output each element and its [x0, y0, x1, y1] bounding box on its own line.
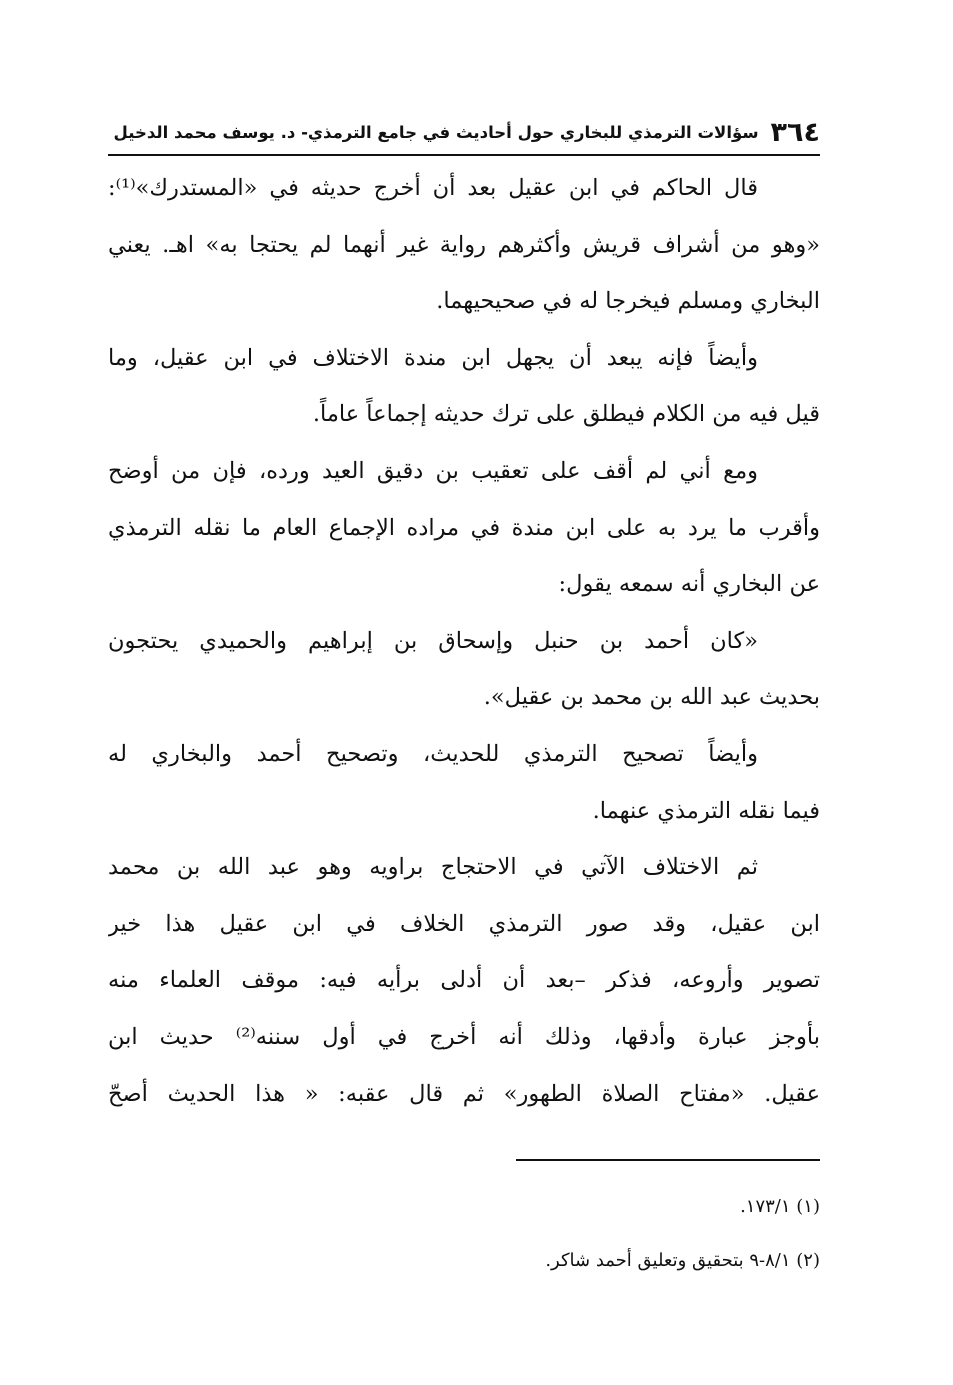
text-line: ثم الاختلاف الآتي في الاحتجاج براويه وهو عبد الله بن محمد	[108, 854, 758, 881]
footnote-2: (٢) ٨/١-٩ بتحقيق وتعليق أحمد شاكر.	[545, 1250, 820, 1271]
text-line: وأيضاً تصحيح الترمذي للحديث، وتصحيح أحمد والبخاري له	[108, 740, 758, 767]
text-line: بأوجز عبارة وأدقها، وذلك أنه أخرج في أول سننه⁽²⁾ حديث ابن	[108, 1023, 820, 1050]
footnote-1: (١) ١٧٣/١.	[740, 1196, 820, 1217]
page-header	[108, 112, 820, 152]
running-title: سؤالات الترمذي للبخاري حول أحاديث في جامع الترمذي- د. يوسف محمد الدخيل	[113, 122, 759, 142]
text-line: وأيضاً فإنه يبعد أن يجهل ابن مندة الاختلاف في ابن عقيل، وما	[108, 344, 758, 371]
text-line: عن البخاري أنه سمعه يقول:	[558, 571, 820, 598]
text-line: البخاري ومسلم فيخرجا له في صحيحيهما.	[436, 288, 820, 315]
header-rule	[108, 154, 820, 156]
page-number: ٣٦٤	[770, 116, 820, 148]
footnote-rule	[516, 1159, 820, 1161]
text-line: قال الحاكم في ابن عقيل بعد أن أخرج حديثه في «المستدرك»⁽¹⁾:	[108, 175, 758, 201]
text-line: «وهو من أشراف قريش وأكثرهم رواية غير أنهما لم يحتجا به» اهـ. يعني	[108, 231, 820, 258]
text-line: فيما نقله الترمذي عنهما.	[592, 797, 820, 824]
text-line: عقيل. «مفتاح الصلاة الطهور» ثم قال عقبه: « هذا الحديث أصحّ	[108, 1080, 820, 1107]
text-line: قيل فيه من الكلام فيطلق على ترك حديثه إجماعاً عاماً.	[312, 401, 820, 428]
text-line: تصوير وأروعه، فذكر –بعد أن أدلى برأيه فيه: موقف العلماء منه	[108, 967, 820, 994]
quote-line: بحديث عبد الله بن محمد بن عقيل».	[483, 684, 820, 711]
text-line: ومع أني لم أقف على تعقيب بن دقيق العيد ورده، فإن من أوضح	[108, 457, 758, 484]
text-line: وأقرب ما يرد به على ابن مندة في مراده الإجماع العام ما نقله الترمذي	[108, 514, 820, 541]
quote-line: «كان أحمد بن حنبل وإسحاق بن إبراهيم والحميدي يحتجون	[108, 627, 758, 654]
body-text	[108, 160, 820, 1122]
footnotes	[108, 1180, 820, 1288]
text-line: ابن عقيل، وقد صور الترمذي الخلاف في ابن عقيل هذا خير	[108, 910, 820, 937]
